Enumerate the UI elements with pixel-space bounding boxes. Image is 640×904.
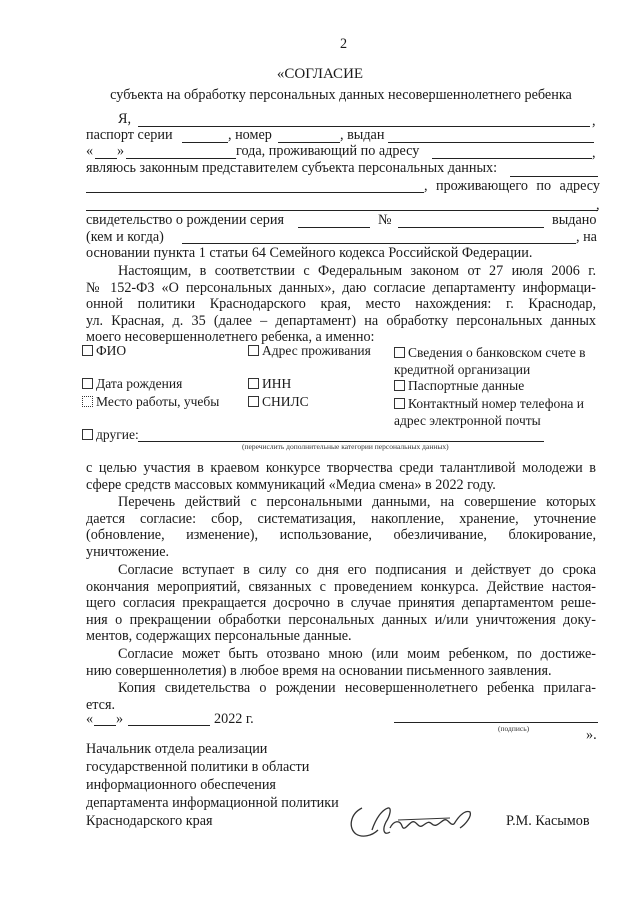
checkbox-contact[interactable]: Контактный номер телефона и: [394, 396, 584, 412]
consent-paragraph-6: Копия свидетельства о рождении несовершеннолетнего ребенка прилага- ется.: [86, 680, 596, 713]
checkbox-address[interactable]: Адрес проживания: [248, 343, 371, 359]
sign-day-line[interactable]: [94, 725, 116, 726]
legal-rep-label: являюсь законным представителем субъекта персональных данных:: [86, 160, 498, 176]
document-title: «СОГЛАСИЕ: [276, 66, 364, 82]
page-number: 2: [340, 36, 348, 52]
checkbox-icon: [82, 345, 93, 356]
consent-paragraph-2: с целью участия в краевом конкурсе творчества среди талантливой молодежи в сфере средств массовых коммуникаций «Медиа смена» в 2022 году.: [86, 460, 596, 493]
child-address-line[interactable]: [86, 210, 598, 211]
date-close-quote: »: [117, 143, 125, 159]
birth-cert-number-label: №: [378, 212, 392, 228]
checkbox-other[interactable]: другие:: [82, 427, 139, 443]
checkbox-icon: [82, 378, 93, 389]
checkbox-icon: [248, 396, 259, 407]
signature-line[interactable]: [394, 722, 598, 723]
checkbox-icon: [394, 398, 405, 409]
date-day-line[interactable]: [95, 158, 117, 159]
signature-hint: (подпись): [498, 724, 530, 733]
child-name-line[interactable]: [86, 192, 424, 193]
checkbox-fio[interactable]: ФИО: [82, 343, 126, 359]
issued-by-line[interactable]: [182, 243, 576, 244]
issued-by-suffix: , на: [576, 229, 597, 245]
legal-basis: основании пункта 1 статьи 64 Семейного кодекса Российской Федерации.: [86, 245, 533, 261]
checkbox-bank[interactable]: Сведения о банковском счете в: [394, 345, 586, 361]
birth-cert-label: свидетельство о рождении серия: [86, 212, 284, 228]
other-categories-hint: (перечислить дополнительные категории персональных данных): [242, 442, 449, 451]
sign-year: 2022 г.: [214, 711, 254, 727]
closing-quote: ».: [586, 727, 597, 743]
checkbox-work[interactable]: Место работы, учебы: [82, 394, 219, 410]
checkbox-icon: [82, 429, 93, 440]
residence-label: года, проживающий по адресу: [236, 143, 420, 159]
checkbox-icon: [248, 345, 259, 356]
checkbox-snils[interactable]: СНИЛС: [248, 394, 309, 410]
consent-paragraph-5: Согласие может быть отозвано мною (или моим ребенком, по достиже- нию совершеннолетия) в любое время на основании письменного заявления.: [86, 646, 596, 679]
birth-cert-issued-label: выдано: [552, 212, 597, 228]
child-residence-label: , проживающего по адресу: [424, 178, 600, 194]
handwritten-signature-icon: [342, 800, 492, 842]
checkbox-icon: [394, 347, 405, 358]
sign-month-line[interactable]: [128, 725, 210, 726]
checkbox-inn[interactable]: ИНН: [248, 376, 291, 392]
passport-series-line[interactable]: [182, 142, 228, 143]
legal-rep-line[interactable]: [510, 176, 598, 177]
checkbox-contact-cont: адрес электронной почты: [394, 413, 541, 428]
form-line-i: Я,: [118, 111, 132, 127]
date-month-line[interactable]: [126, 158, 236, 159]
consent-paragraph-4: Согласие вступает в силу со дня его подписания и действует до срока окончания мероприятий, связанных с проведением конкурса. Действие настоя- щего согласия прекращается досрочно в случае принятия департаментом реше- ния о прекращении обработки персональных данных и/или уничтожения доку- ментов, содержащих персональные данные.: [86, 562, 596, 644]
official-name: Р.М. Касымов: [506, 813, 590, 829]
date-open-quote-2: «: [86, 711, 94, 727]
checkbox-bank-cont: кредитной организации: [394, 362, 531, 377]
birth-cert-number-line[interactable]: [398, 227, 544, 228]
consent-paragraph-3: Перечень действий с персональными данными, на совершение которых дается согласие: сбор, систематизация, накопление, хранение, уточнение (обновление, изменение), использование, обезличивание, блокирование, уничтожение.: [86, 494, 596, 560]
checkbox-icon: [248, 378, 259, 389]
passport-issued-label: , выдан: [340, 127, 385, 143]
document-page: 2 «СОГЛАСИЕ субъекта на обработку персональных данных несовершеннолетнего ребенка Я, , паспорт серии , номер , выдан « » года, проживающий по адресу , являюсь законным представителем субъекта персональных данных: , проживающего по адресу , свидетельство о рождении серия № выдано (кем и когда) , на основании пункта 1 статьи 64 Семейного кодекса Российской Федерации. Настоящим, в соответствии с Федеральным законом от 27 июля 2006 г. № 152-ФЗ «О персональных данных», даю согласие департаменту информаци- онной политики Краснодарского края, место нахождения: г. Краснодар, ул. Красная, д. 35 (далее – департамент) на обработку персональных данных моего несовершеннолетнего ребенка, а именно: ФИО Адрес проживания Сведения о банковском счете в кредитной организации Дата рождения ИНН Паспортные данные Место работы, учебы СНИЛС Контактный номер телефона и адрес электронной почты другие: (перечислить дополнительные категории персональных данных) с целью участия в краевом конкурсе творчества среди талантливой молодежи в сфере средств массовых коммуникаций «Медиа смена» в 2022 году. Перечень действий с персональными данными, на совершение которых дается согласие: сбор, систематизация, накопление, хранение, уточнение (обновление, изменение), использование, обезличивание, блокирование, уничтожение. Согласие вступает в силу со дня его подписания и действует до срока окончания мероприятий, связанных с проведением конкурса. Действие настоя- щего согласия прекращается досрочно в случае принятия департаментом реше- ния о прекращении обработки персональных данных и/или уничтожения доку- ментов, содержащих персональные данные. Согласие может быть отозвано мною (или моим ребенком, по достиже- нию совершеннолетия) в любое время на основании письменного заявления. Копия свидетельства о рождении несовершеннолетнего ребенка прилага- ется. « » 2022 г. (подпись) ». Начальник отдела реализации государственной политики в области информационного обеспечения департамента информационной политики Краснодарского края Р.М. Касымов: [0, 0, 640, 904]
passport-number-label: , номер: [228, 127, 272, 143]
consent-paragraph-1: Настоящим, в соответствии с Федеральным законом от 27 июля 2006 г. № 152-ФЗ «О персональных данных», даю согласие департаменту информаци- онной политики Краснодарского края, место нахождения: г. Краснодар, ул. Красная, д. 35 (далее – департамент) на обработку персональных данных моего несовершеннолетнего ребенка, а именно:: [86, 263, 596, 345]
checkbox-icon: [394, 380, 405, 391]
checkbox-passport[interactable]: Паспортные данные: [394, 378, 524, 394]
residence-line[interactable]: [432, 158, 592, 159]
issued-by-label: (кем и когда): [86, 229, 164, 245]
checkbox-birthdate[interactable]: Дата рождения: [82, 376, 182, 392]
document-subtitle: субъекта на обработку персональных данных несовершеннолетнего ребенка: [110, 87, 572, 103]
birth-cert-series-line[interactable]: [298, 227, 370, 228]
date-open-quote: «: [86, 143, 94, 159]
official-position: Начальник отдела реализации государственной политики в области информационного обеспечения департамента информационной политики Краснодарского края: [86, 741, 339, 829]
passport-series-label: паспорт серии: [86, 127, 173, 143]
checkbox-icon: [82, 396, 93, 407]
date-close-quote-2: »: [116, 711, 124, 727]
